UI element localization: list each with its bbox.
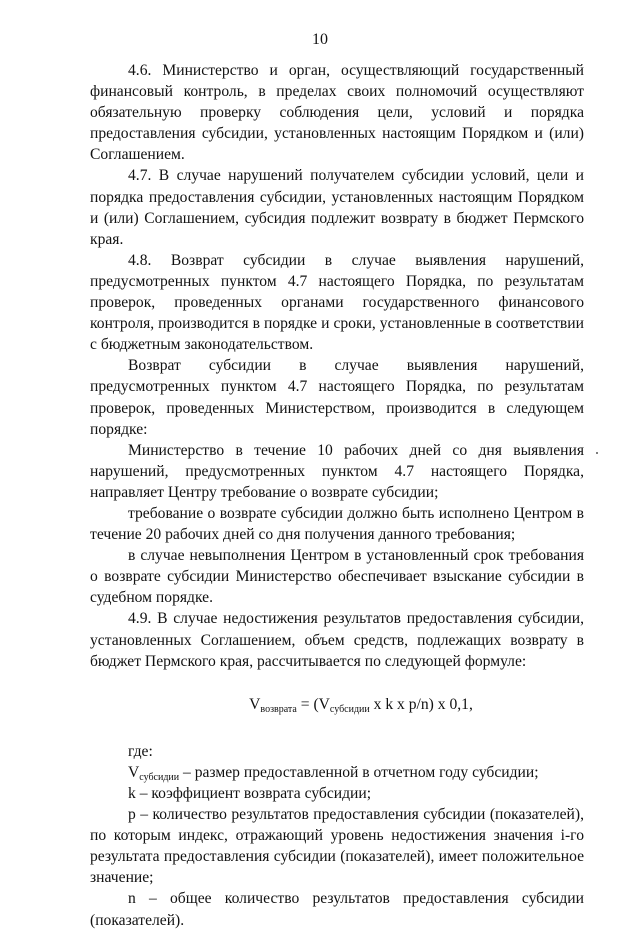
formula-middle-subscript: субсидии	[329, 703, 370, 715]
definition-p: p – количество результатов предоставления субсидии (показателей), по которым индекс, отражающий уровень недостижения значения i-го результата предоставления субсидии (показателей), имеет положительное значение;	[90, 806, 584, 887]
paragraph-4-7: 4.7. В случае нарушений получателем субсидии условий, цели и порядка предоставления субсидии, установленных настоящим Порядком и (или) Соглашением, субсидия подлежит возврату в бюджет Пермского края.	[90, 167, 584, 248]
formula-lhs: V	[249, 695, 261, 713]
definition-v-subscript: субсидии	[139, 771, 180, 783]
where-label: где:	[128, 742, 153, 760]
paragraph-4-8: 4.8. Возврат субсидии в случае выявления нарушений, предусмотренных пунктом 4.7 настоящего Порядка, по результатам проверок, проведенных органами государственного финансового контроля, производится в порядке и сроки, установленные в соответствии с бюджетным законодательством.	[90, 251, 584, 354]
paragraph-return-procedure: Возврат субсидии в случае выявления нарушений, предусмотренных пунктом 4.7 настоящего Порядка, по результатам проверок, проведенных Министерством, производится в следующем порядке:	[90, 357, 584, 438]
definition-n: n – общее количество результатов предоставления субсидии (показателей).	[90, 890, 584, 929]
document-body	[90, 60, 584, 931]
return-formula	[90, 694, 584, 715]
formula-rest: x k x p/n) x 0,1,	[369, 695, 473, 713]
formula-lhs-subscript: возврата	[260, 703, 297, 715]
definition-v-symbol: V	[128, 763, 140, 781]
definition-k: k – коэффициент возврата субсидии;	[128, 785, 372, 802]
definition-v	[90, 762, 584, 783]
paragraph-ministry-demand: Министерство в течение 10 рабочих дней со дня выявления нарушений, предусмотренных пунктом 4.7 настоящего Порядка, направляет Центру требование о возврате субсидии;	[90, 441, 584, 501]
formula-middle: = (V	[296, 695, 330, 713]
paragraph-court-recovery: в случае невыполнения Центром в установленный срок требования о возврате субсидии Министерство обеспечивает взыскание субсидии в судебном порядке.	[90, 547, 584, 607]
scan-speck	[596, 452, 598, 454]
paragraph-4-9: 4.9. В случае недостижения результатов предоставления субсидии, установленных Соглашением, объем средств, подлежащих возврату в бюджет Пермского края, рассчитывается по следующей формуле:	[90, 610, 584, 670]
definition-v-text: – размер предоставленной в отчетном году субсидии;	[179, 763, 539, 781]
page-number: 10	[312, 31, 328, 48]
paragraph-demand-deadline: требование о возврате субсидии должно быть исполнено Центром в течение 20 рабочих дней со дня получения данного требования;	[90, 504, 584, 544]
paragraph-4-6: 4.6. Министерство и орган, осуществляющий государственный финансовый контроль, в пределах своих полномочий осуществляют обязательную проверку соблюдения цели, условий и порядка предоставления субсидии, установленных настоящим Порядком и (или) Соглашением.	[90, 62, 584, 164]
